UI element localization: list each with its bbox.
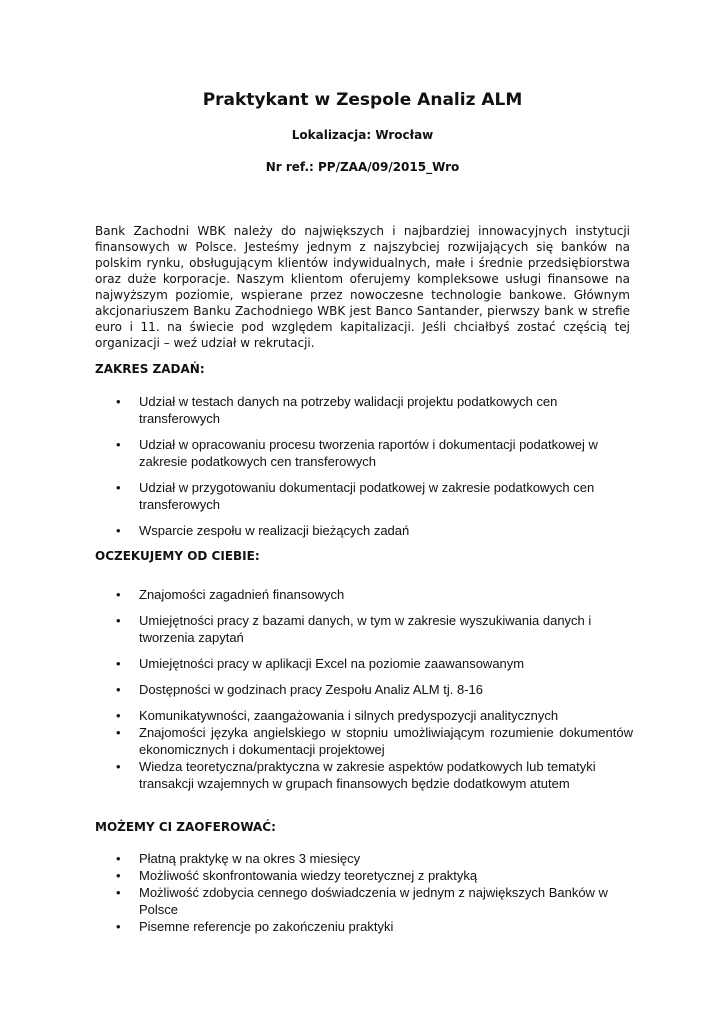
bullet-icon: • bbox=[116, 682, 121, 697]
list-item: • Wiedza teoretyczna/praktyczna w zakresie aspektów podatkowych lub tematyki transakcji wzajemnych w grupach finansowych będzie dodatkowym atutem bbox=[116, 759, 596, 791]
list-item: • Komunikatywności, zaangażowania i silnych predyspozycji analitycznych bbox=[116, 708, 559, 723]
bullet-icon: • bbox=[116, 708, 121, 723]
bullet-icon: • bbox=[116, 437, 121, 452]
bullet-icon: • bbox=[116, 656, 121, 671]
section-heading-requirements: OCZEKUJEMY OD CIEBIE: bbox=[95, 549, 260, 563]
list-item: • Udział w testach danych na potrzeby walidacji projektu podatkowych cen transferowych bbox=[116, 394, 558, 426]
location: Lokalizacja: Wrocław bbox=[291, 128, 434, 142]
bullet-icon: • bbox=[116, 725, 121, 740]
section-heading-tasks: ZAKRES ZADAŃ: bbox=[95, 362, 205, 376]
bullet-icon: • bbox=[116, 868, 121, 883]
bullet-icon: • bbox=[116, 613, 121, 628]
bullet-icon: • bbox=[116, 919, 121, 934]
list-item: • Udział w przygotowaniu dokumentacji podatkowej w zakresie podatkowych cen transferowych bbox=[116, 480, 595, 512]
list-item: • Wsparcie zespołu w realizacji bieżących zadań bbox=[116, 523, 410, 538]
list-item: • Udział w opracowaniu procesu tworzenia raportów i dokumentacji podatkowej w zakresie podatkowych cen transferowych bbox=[116, 437, 598, 469]
bullet-icon: • bbox=[116, 523, 121, 538]
intro-paragraph: Bank Zachodni WBK należy do największych i najbardziej innowacyjnych instytucji finansowych w Polsce. Jesteśmy jednym z najszybciej rozwijających się banków na polskim rynku, obsługującym klientów indywidualnych, małe i średnie przedsiębiorstwa oraz duże korporacje. Naszym klientom oferujemy kompleksowe usługi finansowe na najwyższym poziomie, wspierane przez nowoczesne technologie bankowe. Głównym akcjonariuszem Banku Zachodniego WBK jest Banco Santander, pierwszy bank w strefie euro i 11. na świecie pod względem kapitalizacji. Jeśli chciałbyś zostać częścią tej organizacji – weź udział w rekrutacji. bbox=[95, 224, 630, 350]
list-item: • Możliwość zdobycia cennego doświadczenia w jednym z największych Banków w Polsce bbox=[116, 885, 608, 917]
bullet-icon: • bbox=[116, 394, 121, 409]
bullet-icon: • bbox=[116, 851, 121, 866]
list-item: • Możliwość skonfrontowania wiedzy teoretycznej z praktyką bbox=[116, 868, 478, 883]
bullet-icon: • bbox=[116, 587, 121, 602]
list-item: • Umiejętności pracy w aplikacji Excel na poziomie zaawansowanym bbox=[116, 656, 525, 671]
tasks-list bbox=[113, 393, 633, 539]
reference-number: Nr ref.: PP/ZAA/09/2015_Wro bbox=[265, 160, 460, 174]
bullet-icon: • bbox=[116, 759, 121, 774]
job-title: Praktykant w Zespole Analiz ALM bbox=[202, 90, 523, 110]
list-item: • Umiejętności pracy z bazami danych, w tym w zakresie wyszukiwania danych i tworzenia zapytań bbox=[116, 613, 592, 645]
offer-list bbox=[113, 850, 633, 935]
list-item: • Pisemne referencje po zakończeniu praktyki bbox=[116, 919, 394, 934]
section-heading-offer: MOŻEMY CI ZAOFEROWAĆ: bbox=[95, 820, 276, 834]
list-item: • Znajomości zagadnień finansowych bbox=[116, 587, 345, 602]
list-item: • Płatną praktykę w na okres 3 miesięcy bbox=[116, 851, 361, 866]
list-item: • Znajomości języka angielskiego w stopniu umożliwiającym rozumienie dokumentów ekonomicznych i dokumentacji projektowej bbox=[116, 725, 633, 757]
bullet-icon: • bbox=[116, 480, 121, 495]
list-item: • Dostępności w godzinach pracy Zespołu Analiz ALM tj. 8-16 bbox=[116, 682, 483, 697]
requirements-list bbox=[113, 586, 633, 792]
bullet-icon: • bbox=[116, 885, 121, 900]
